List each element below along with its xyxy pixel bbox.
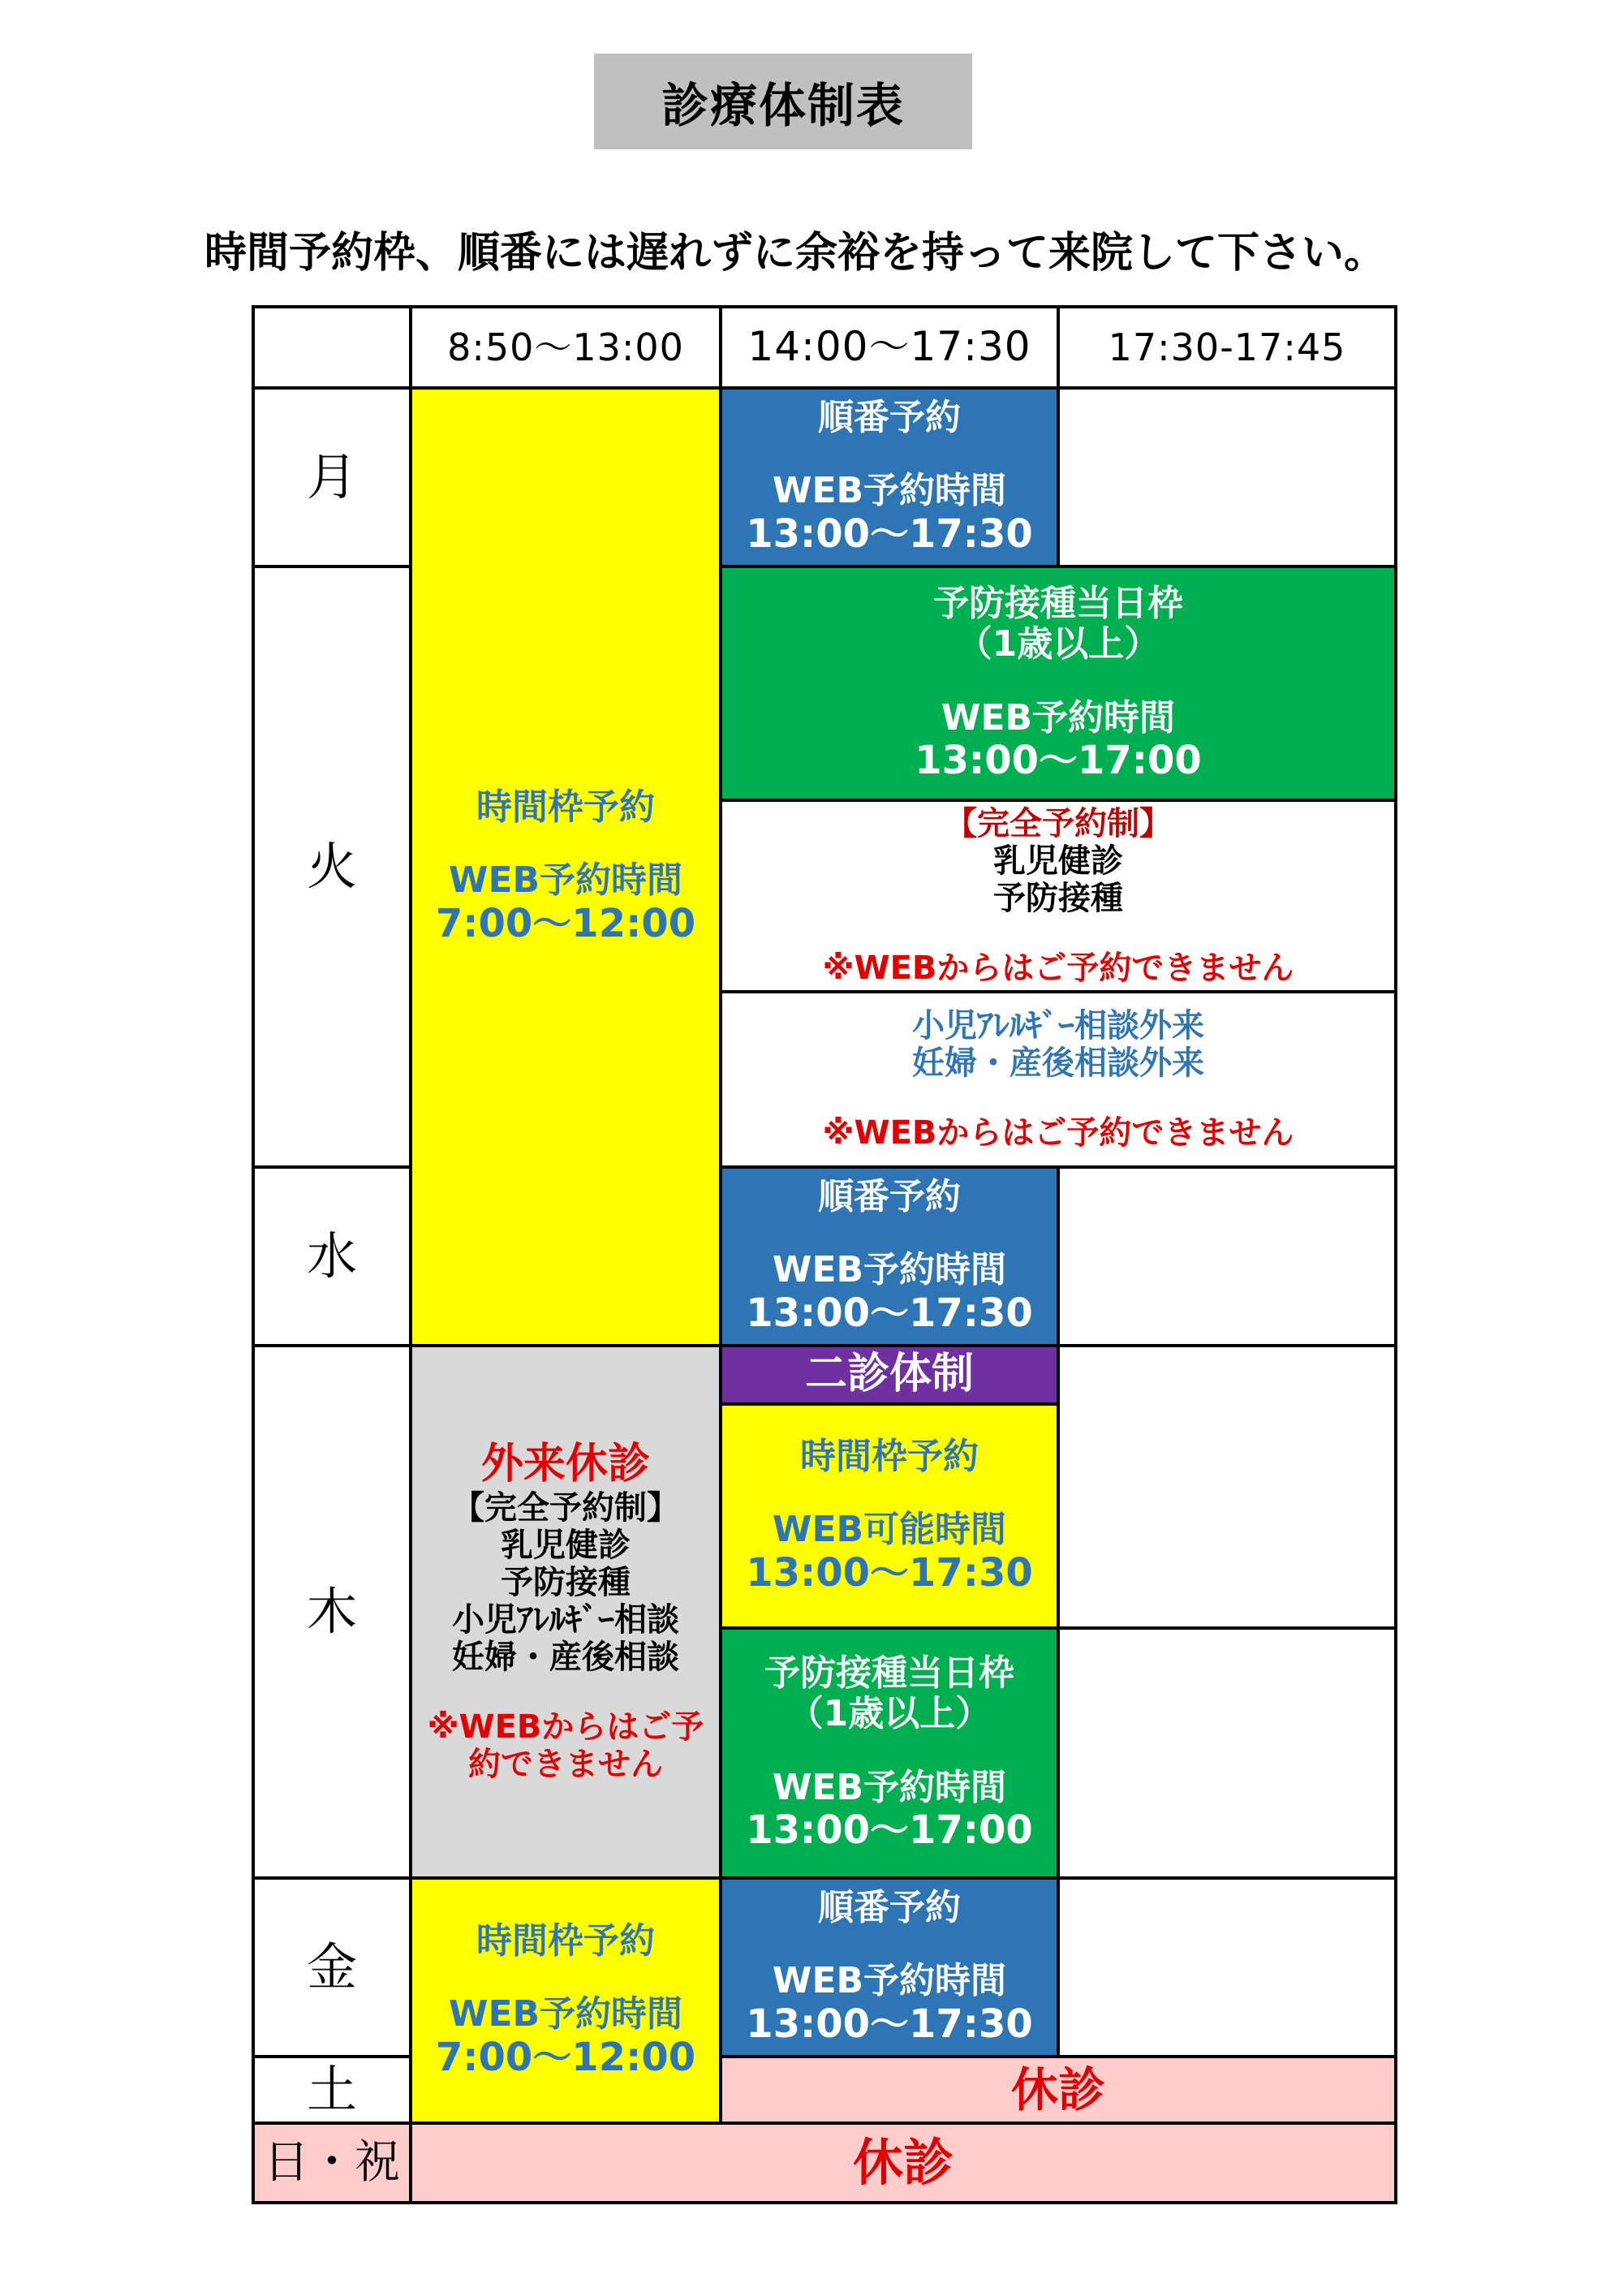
tue-consult-line1: 小児ｱﾚﾙｷﾞｰ相談外来 xyxy=(912,1007,1204,1045)
mon-pm-web-time: 13:00〜17:30 xyxy=(746,511,1033,557)
tue-checkup-line1: 乳児健診 xyxy=(993,842,1123,880)
thu-am-tag: 【完全予約制】 xyxy=(452,1488,679,1527)
fri-evening-empty xyxy=(1057,1876,1397,2058)
fri-am-label: 時間枠予約 xyxy=(476,1919,655,1962)
thu-am-warning-1: ※WEBからはご予 xyxy=(427,1708,704,1746)
tue-checkup-warning: ※WEBからはご予約できません xyxy=(822,950,1294,987)
tue-checkup-block xyxy=(719,799,1397,993)
page-title: 診療体制表 xyxy=(594,54,972,149)
tue-consult-block xyxy=(719,990,1397,1169)
day-thu: 木 xyxy=(252,1344,412,1880)
thu-vacc-sub: （1歳以上） xyxy=(787,1693,992,1735)
day-sun-holiday: 日・祝 xyxy=(252,2122,412,2204)
fri-am-web-label: WEB予約時間 xyxy=(448,1993,683,2035)
thu-am-line2: 予防接種 xyxy=(501,1563,631,1601)
day-tue: 火 xyxy=(252,565,412,1169)
fri-sat-morning-block xyxy=(409,1876,722,2125)
thu-am-line1: 乳児健診 xyxy=(501,1526,631,1564)
thu-pm-label: 時間枠予約 xyxy=(800,1435,979,1477)
day-sat: 土 xyxy=(252,2055,412,2125)
mon-afternoon-block xyxy=(719,386,1060,568)
morning-web-label: WEB予約時間 xyxy=(448,859,683,902)
day-mon: 月 xyxy=(252,386,412,568)
thu-vacc-label: 予防接種当日枠 xyxy=(764,1652,1014,1694)
day-fri: 金 xyxy=(252,1876,412,2058)
tue-vacc-label: 予防接種当日枠 xyxy=(933,582,1183,624)
thu-am-warning-2: 約できません xyxy=(468,1745,663,1783)
sat-afternoon-closed: 休診 xyxy=(719,2055,1397,2125)
tue-vacc-web-time: 13:00〜17:00 xyxy=(915,738,1202,784)
wed-pm-web-label: WEB予約時間 xyxy=(772,1249,1007,1291)
thu-two-doctor-bar: 二診体制 xyxy=(719,1344,1060,1406)
fri-afternoon-block xyxy=(719,1876,1060,2058)
fri-am-web-time: 7:00〜12:00 xyxy=(435,2035,696,2080)
morning-label: 時間枠予約 xyxy=(476,786,655,828)
tue-vaccination-block xyxy=(719,565,1397,802)
thu-pm-web-label: WEB可能時間 xyxy=(772,1509,1007,1551)
thu-am-line3: 小児ｱﾚﾙｷﾞｰ相談 xyxy=(452,1600,679,1639)
morning-mon-wed-block xyxy=(409,386,722,1347)
fri-pm-label: 順番予約 xyxy=(818,1886,961,1928)
thu-evening-empty-2 xyxy=(1057,1626,1397,1880)
wed-pm-label: 順番予約 xyxy=(818,1175,961,1217)
tue-checkup-tag: 【完全予約制】 xyxy=(945,805,1172,842)
tue-vacc-web-label: WEB予約時間 xyxy=(941,696,1176,739)
mon-pm-web-label: WEB予約時間 xyxy=(772,470,1007,512)
mon-evening-empty xyxy=(1057,386,1397,568)
header-evening: 17:30-17:45 xyxy=(1057,305,1397,390)
thu-afternoon-block xyxy=(719,1402,1060,1630)
thu-morning-block xyxy=(409,1344,722,1880)
tue-checkup-line2: 予防接種 xyxy=(993,880,1123,917)
thu-pm-web-time: 13:00〜17:30 xyxy=(746,1550,1033,1596)
header-afternoon: 14:00〜17:30 xyxy=(719,305,1060,390)
sun-holiday-closed: 休診 xyxy=(409,2122,1397,2204)
thu-am-line4: 妊婦・産後相談 xyxy=(452,1638,679,1676)
thu-evening-empty-1 xyxy=(1057,1344,1397,1630)
tue-consult-line2: 妊婦・産後相談外来 xyxy=(912,1045,1204,1082)
thu-vacc-web-time: 13:00〜17:00 xyxy=(746,1807,1033,1854)
thu-vacc-web-label: WEB予約時間 xyxy=(772,1766,1007,1808)
day-wed: 水 xyxy=(252,1165,412,1347)
mon-pm-label: 順番予約 xyxy=(818,396,961,438)
fri-pm-web-label: WEB予約時間 xyxy=(772,1960,1007,2002)
wed-pm-web-time: 13:00〜17:30 xyxy=(746,1290,1033,1336)
tue-vacc-sub: （1歳以上） xyxy=(956,623,1160,666)
header-morning: 8:50〜13:00 xyxy=(409,305,722,390)
wed-evening-empty xyxy=(1057,1165,1397,1347)
fri-pm-web-time: 13:00〜17:30 xyxy=(746,2001,1033,2047)
header-empty xyxy=(252,305,412,390)
thu-closed-label: 外来休診 xyxy=(480,1440,650,1489)
tue-consult-warning: ※WEBからはご予約できません xyxy=(822,1114,1294,1152)
wed-afternoon-block xyxy=(719,1165,1060,1347)
notice-text: 時間予約枠、順番には遅れずに余裕を持って来院して下さい。 xyxy=(204,229,1387,278)
thu-vaccination-block xyxy=(719,1626,1060,1880)
morning-web-time: 7:00〜12:00 xyxy=(435,901,696,946)
